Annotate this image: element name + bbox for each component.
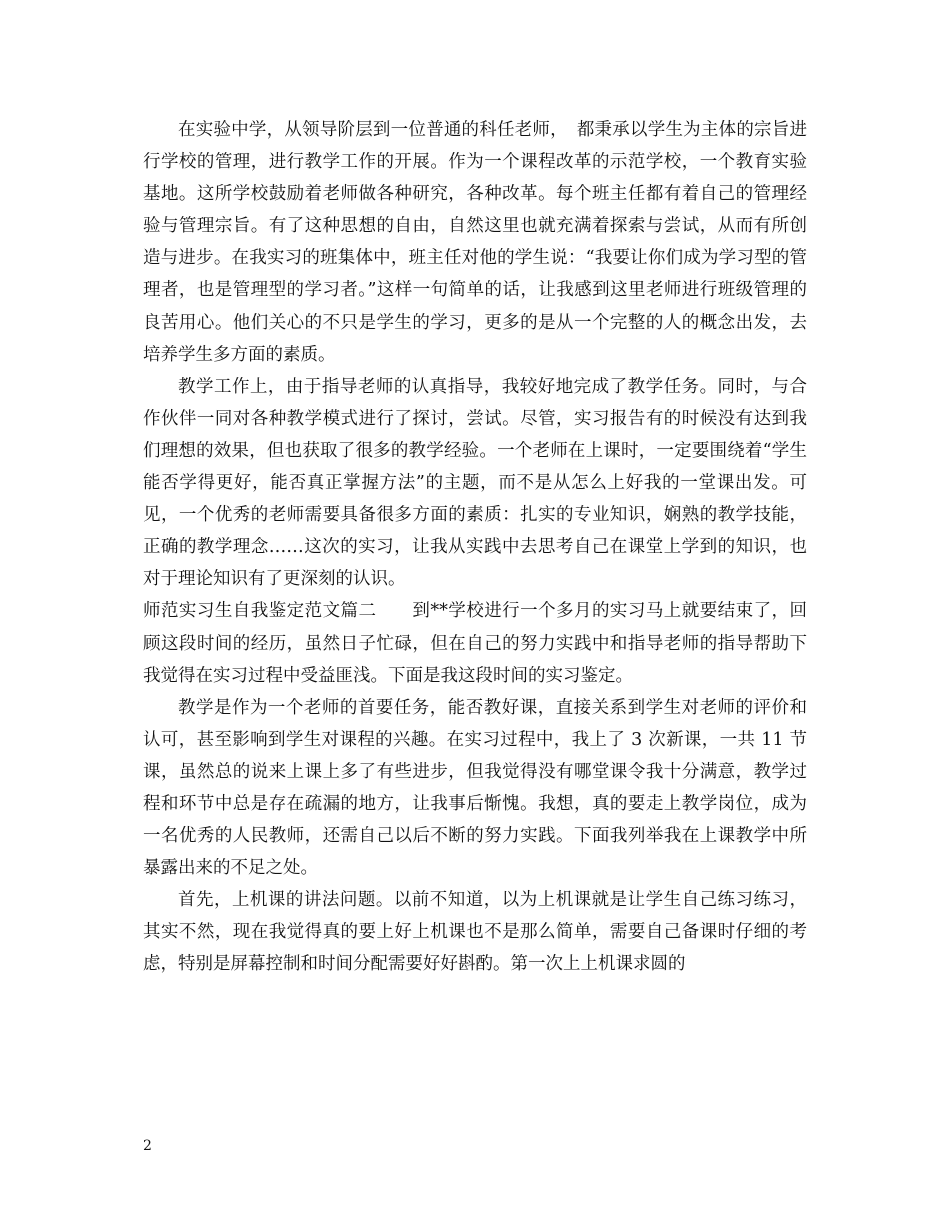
paragraph-2: 教学工作上，由于指导老师的认真指导，我较好地完成了教学任务。同时，与合作伙伴一同对各种教学模式进行了探讨，尝试。尽管，实习报告有的时候没有达到我们理想的效果，但也获取了很多的教学经验。一个老师在上课时，一定要围绕着“学生能否学得更好，能否真正掌握方法”的主题，而不是从怎么上好我的一堂课出发。可见，一个优秀的老师需要具备很多方面的素质：扎实的专业知识，娴熟的教学技能，正确的教学理念……这次的实习，让我从实践中去思考自己在课堂上学到的知识，也对于理论知识有了更深刻的认识。 xyxy=(143,376,807,590)
paragraph-4: 教学是作为一个老师的首要任务，能否教好课，直接关系到学生对老师的评价和认可，甚至影响到学生对课程的兴趣。在实习过程中，我上了 3 次新课，一共 11 节课，虽然总的说来上课上多了有些进步，但我觉得没有哪堂课令我十分满意，教学过程和环节中总是存在疏漏的地方，让我事后惭愧。我想，真的要走上教学岗位，成为一名优秀的人民教师，还需自己以后不断的努力实践。下面我列举我在上课教学中所暴露出来的不足之处。 xyxy=(143,697,807,879)
paragraph-1: 在实验中学，从领导阶层到一位普通的科任老师， 都秉承以学生为主体的宗旨进行学校的管理，进行教学工作的开展。作为一个课程改革的示范学校，一个教育实验基地。这所学校鼓励着老师做各种研究，各种改革。每个班主任都有着自己的管理经验与管理宗旨。有了这种思想的自由，自然这里也就充满着探索与尝试，从而有所创造与进步。在我实习的班集体中，班主任对他的学生说：“我要让你们成为学习型的管理者，也是管理型的学习者。”这样一句简单的话，让我感到这里老师进行班级管理的良苦用心。他们关心的不只是学生的学习，更多的是从一个完整的人的概念出发，去培养学生多方面的素质。 xyxy=(143,120,807,365)
document-body xyxy=(143,114,807,981)
paragraph-5: 首先，上机课的讲法问题。以前不知道，以为上机课就是让学生自己练习练习，其实不然，现在我觉得真的要上好上机课也不是那么简单，需要自己备课时仔细的考虑，特别是屏幕控制和时间分配需要好好斟酌。第一次上上机课求圆的 xyxy=(143,890,807,975)
page-number: 2 xyxy=(143,1138,152,1154)
paragraph-3-section-heading: 师范实习生自我鉴定范文篇二 到**学校进行一个多月的实习马上就要结束了，回顾这段时间的经历，虽然日子忙碌，但在自己的努力实践中和指导老师的指导帮助下我觉得在实习过程中受益匪浅。下面是我这段时间的实习鉴定。 xyxy=(143,601,807,686)
